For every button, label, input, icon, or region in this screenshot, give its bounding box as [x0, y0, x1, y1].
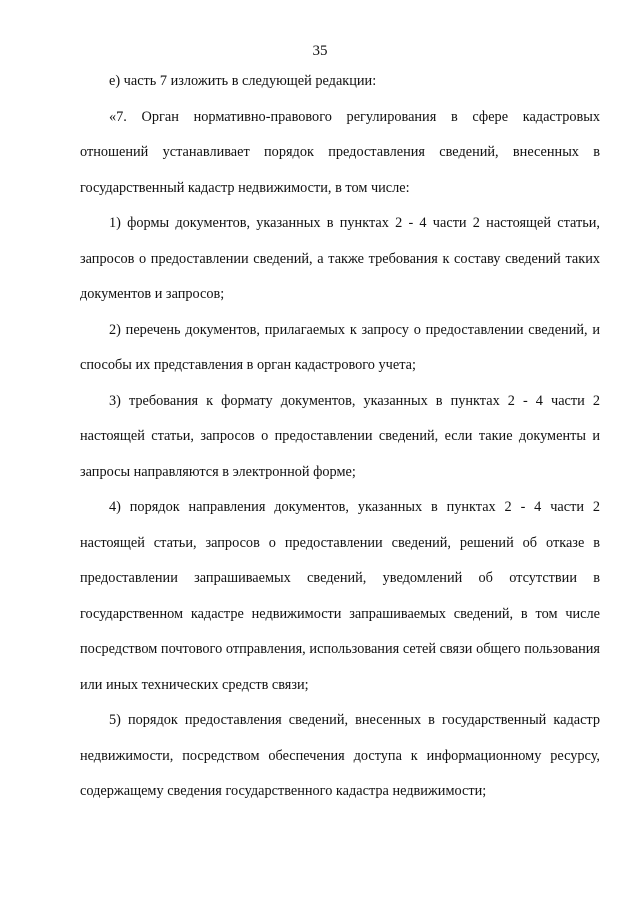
paragraph-item-1: 1) формы документов, указанных в пунктах 2 - 4 части 2 настоящей статьи, запросов о предоставлении сведений, а также требования к составу сведений таких документов и запросов; — [80, 215, 600, 302]
paragraph-amendment-intro: е) часть 7 изложить в следующей редакции: — [109, 73, 377, 89]
document-body — [80, 64, 600, 810]
page-number: 35 — [312, 43, 328, 59]
paragraph-item-4: 4) порядок направления документов, указанных в пунктах 2 - 4 части 2 настоящей статьи, запросов о предоставлении сведений, решений об отказе в предоставлении запрашиваемых сведений, уведомлений об отсутствии в государственном кадастре недвижимости запрашиваемых сведений, в том числе посредством почтового отправления, использования сетей связи общего пользования или иных технических средств связи; — [80, 499, 600, 693]
paragraph-item-5: 5) порядок предоставления сведений, внесенных в государственный кадастр недвижимости, посредством обеспечения доступа к информационному ресурсу, содержащему сведения государственного кадастра недвижимости; — [80, 712, 600, 799]
paragraph-item-3: 3) требования к формату документов, указанных в пунктах 2 - 4 части 2 настоящей статьи, запросов о предоставлении сведений, если такие документы и запросы направляются в электронной форме; — [80, 392, 600, 480]
paragraph-item-2: 2) перечень документов, прилагаемых к запросу о предоставлении сведений, и способы их представления в орган кадастрового учета; — [80, 321, 600, 373]
paragraph-part-7: «7. Орган нормативно-правового регулирования в сфере кадастровых отношений устанавливает порядок предоставления сведений, внесенных в государственный кадастр недвижимости, в том числе: — [80, 108, 600, 196]
